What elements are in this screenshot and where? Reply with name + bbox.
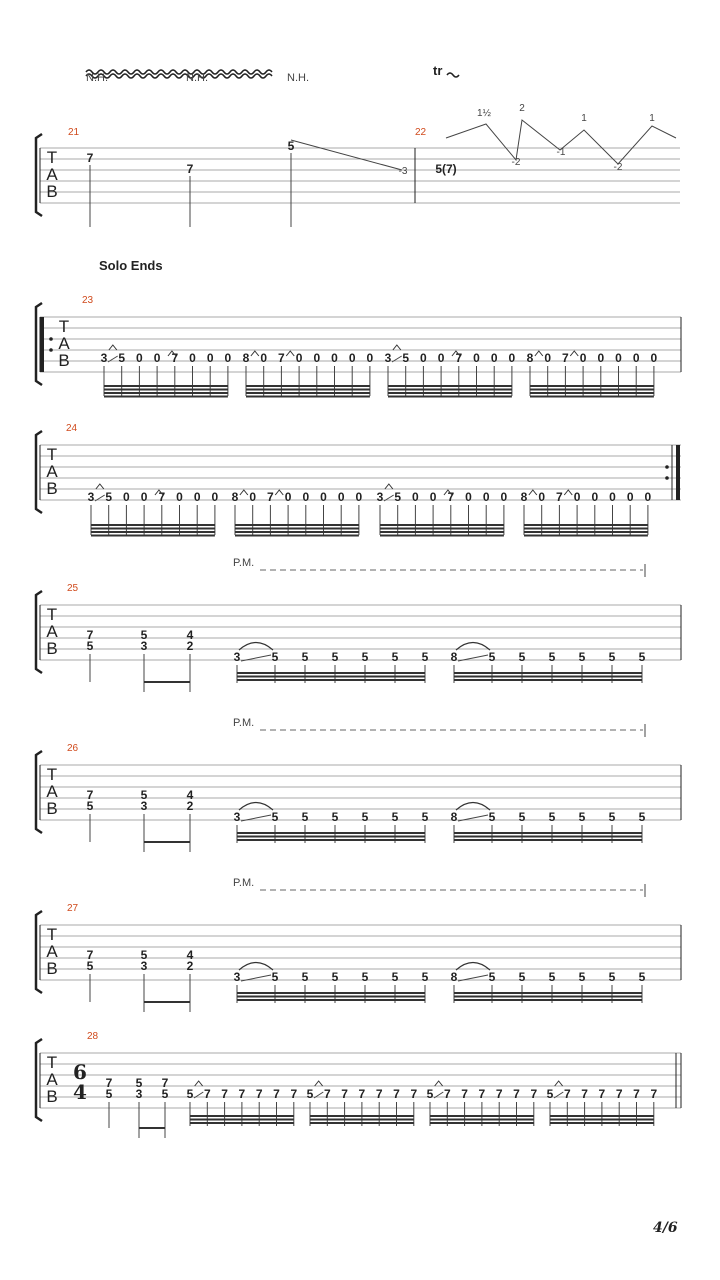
tab-note: 5: [361, 970, 369, 984]
tab-note: 0: [337, 490, 345, 504]
measure-number: 26: [67, 743, 79, 754]
tab-note: 2: [186, 799, 194, 813]
time-signature-top: 6: [73, 1060, 87, 1084]
tab-note: 0: [644, 490, 652, 504]
tab-note: 5: [578, 810, 586, 824]
tab-clef: T: [58, 317, 70, 336]
tab-note: 0: [140, 490, 148, 504]
tab-note: 5: [394, 490, 402, 504]
tab-clef: A: [46, 622, 58, 641]
tab-note: 2: [186, 639, 194, 653]
bend-label: 1: [649, 113, 655, 124]
bend-label: 1½: [477, 108, 491, 119]
tab-note: 5: [391, 970, 399, 984]
pm-label: P.M.: [233, 557, 255, 569]
tab-note: 5: [421, 970, 429, 984]
tab-note: 0: [123, 490, 130, 504]
tab-note: 5: [421, 810, 429, 824]
measure-number: 25: [67, 583, 79, 594]
tab-note: 0: [136, 351, 143, 365]
tab-note: 3: [376, 490, 384, 504]
tab-note: 5: [105, 490, 113, 504]
system-bracket: [36, 911, 42, 993]
tab-note: 5: [578, 650, 586, 664]
pm-label: P.M.: [233, 877, 255, 889]
tab-note: 7: [86, 948, 94, 962]
tab-clef: B: [46, 639, 58, 658]
tab-note: 0: [591, 490, 599, 504]
tab-note: 5: [518, 970, 526, 984]
palm-mute-25: [233, 557, 645, 577]
tab-note: 7: [255, 1087, 263, 1101]
tab-note: 5: [86, 639, 94, 653]
tab-note: 7: [323, 1087, 331, 1101]
trill-label: tr: [433, 63, 443, 78]
tab-note: 0: [153, 351, 161, 365]
hammer-on-mark: [535, 351, 543, 356]
tab-note: 0: [295, 351, 303, 365]
tab-note: 0: [626, 490, 634, 504]
system-bracket: [36, 134, 42, 216]
solo-ends-label: Solo Ends: [99, 258, 163, 273]
tab-note: 8: [450, 650, 458, 664]
tab-note: 8: [526, 351, 534, 365]
measure-number: 21: [68, 127, 80, 138]
nh-label: N.H.: [186, 72, 208, 84]
tab-note: 7: [273, 1087, 280, 1101]
palm-mute-27: [233, 877, 645, 897]
tab-note: 7: [598, 1087, 606, 1101]
tab-note: 5: [518, 810, 526, 824]
tab-note: 5: [546, 1087, 554, 1101]
tab-note: 8: [520, 490, 528, 504]
nh-label: N.H.: [287, 72, 309, 84]
tab-note: 0: [429, 490, 437, 504]
repeat-dot: [665, 465, 669, 469]
repeat-dot: [49, 348, 53, 352]
tab-note: 5: [578, 970, 586, 984]
hammer-on-mark: [529, 490, 537, 495]
tab-note: 7: [455, 351, 463, 365]
hammer-on-mark: [251, 351, 259, 356]
tab-note: 3: [100, 351, 108, 365]
measure-number: 27: [67, 903, 79, 914]
tab-note: 5: [608, 970, 616, 984]
tab-note: 4: [186, 628, 194, 642]
tab-note: 0: [573, 490, 581, 504]
hammer-on-mark: [109, 345, 117, 350]
tab-note: 0: [437, 351, 445, 365]
tab-note: 7: [393, 1087, 400, 1101]
tab-note: 5: [301, 650, 309, 664]
slide-line: [291, 140, 402, 170]
tab-note: 0: [348, 351, 356, 365]
tab-note: 7: [563, 1087, 571, 1101]
tab-note: 5: [140, 628, 148, 642]
tab-clef: B: [58, 351, 70, 370]
tab-note: 7: [186, 162, 194, 176]
tab-note: 5: [301, 970, 309, 984]
tab-note: 7: [615, 1087, 623, 1101]
tab-note: 7: [633, 1087, 640, 1101]
bend-value: -2: [613, 162, 623, 173]
tab-note: 0: [366, 351, 374, 365]
tab-note: 5: [548, 650, 556, 664]
tab-note: 5: [86, 959, 94, 973]
tab-note: 0: [508, 351, 516, 365]
tab-note: 7: [410, 1087, 418, 1101]
tab-note: 5: [488, 970, 496, 984]
measure-number: 23: [82, 295, 94, 306]
tab-clef: B: [46, 959, 58, 978]
tab-clef: B: [46, 799, 58, 818]
vibrato-marks: [86, 70, 272, 78]
tab-note: 5: [186, 1087, 194, 1101]
tab-note: 7: [86, 788, 94, 802]
hammer-on-mark: [315, 1081, 323, 1086]
tab-note: 0: [650, 351, 658, 365]
tab-note: 7: [478, 1087, 486, 1101]
tab-note: 0: [538, 490, 546, 504]
tab-note: 3: [233, 970, 241, 984]
tab-clef: T: [46, 1053, 58, 1072]
tab-clef-t: T: [46, 148, 58, 167]
tab-note: 5: [271, 650, 279, 664]
tab-clef: A: [58, 334, 70, 353]
tab-note: 5: [548, 810, 556, 824]
tab-note: 5: [271, 970, 279, 984]
bend-value: -2: [511, 157, 521, 168]
tab-note: 0: [420, 351, 427, 365]
tab-note: 0: [609, 490, 616, 504]
tab-note: 0: [579, 351, 587, 365]
tab-note: 5: [86, 799, 94, 813]
tab-note: 3: [384, 351, 392, 365]
tab-note: 5: [331, 810, 339, 824]
tab-note: 5: [331, 650, 339, 664]
tab-note: 5: [488, 810, 496, 824]
tab-note: 0: [500, 490, 508, 504]
tab-note: 7: [105, 1076, 113, 1090]
tab-note: 5: [140, 788, 148, 802]
tab-note: 7: [341, 1087, 348, 1101]
tab-note: 0: [355, 490, 363, 504]
tab-note: 0: [544, 351, 552, 365]
system-1: [36, 103, 680, 227]
tab-note: 5: [638, 970, 646, 984]
tab-clef-a: A: [46, 165, 58, 184]
tab-note: 0: [176, 490, 183, 504]
tab-note: 5: [306, 1087, 314, 1101]
time-signature-bottom: 4: [73, 1080, 87, 1104]
bend-value: -3: [398, 166, 408, 177]
tab-note: 3: [87, 490, 95, 504]
tab-note: 7: [556, 490, 563, 504]
tab-note: 5: [638, 650, 646, 664]
tab-note: 0: [331, 351, 338, 365]
tab-clef: T: [46, 605, 58, 624]
tab-note: 7: [581, 1087, 588, 1101]
tab-note: 0: [482, 490, 490, 504]
tab-note: 7: [203, 1087, 211, 1101]
tab-note: 0: [193, 490, 201, 504]
measure-number: 22: [415, 127, 427, 138]
tab-note: 7: [238, 1087, 246, 1101]
tab-clef: T: [46, 925, 58, 944]
tab-note: 7: [278, 351, 285, 365]
tab-clef: A: [46, 1070, 58, 1089]
tab-note: 5: [118, 351, 126, 365]
trill-wave-icon: [447, 73, 459, 77]
tab-note: 7: [358, 1087, 366, 1101]
tab-note: 5: [391, 650, 399, 664]
palm-mute-26: [233, 717, 645, 737]
tab-note: 7: [86, 151, 94, 165]
tab-note: 3: [233, 650, 241, 664]
tab-note: 7: [461, 1087, 468, 1101]
tab-note: 7: [562, 351, 569, 365]
tab-note: 5: [301, 810, 309, 824]
tab-note: 0: [412, 490, 419, 504]
tab-note: 3: [233, 810, 241, 824]
tab-note: 5(7): [435, 162, 457, 176]
tab-note: 8: [242, 351, 250, 365]
tab-clef: B: [46, 479, 58, 498]
page-number: 4/6: [653, 1220, 678, 1236]
tab-note: 7: [443, 1087, 451, 1101]
tab-note: 8: [231, 490, 239, 504]
tab-note: 0: [211, 490, 219, 504]
measure-number: 28: [87, 1031, 99, 1042]
tab-note: 5: [331, 970, 339, 984]
tab-note: 3: [140, 639, 148, 653]
tab-note: 7: [513, 1087, 520, 1101]
system-bracket: [36, 431, 42, 513]
tab-clef: A: [46, 462, 58, 481]
nh-label: N.H.: [86, 72, 108, 84]
tab-note: 5: [361, 810, 369, 824]
tab-note: 0: [473, 351, 480, 365]
tab-note: 0: [189, 351, 196, 365]
tab-note: 3: [140, 799, 148, 813]
bend-label: 1: [581, 113, 587, 124]
tab-clef: T: [46, 445, 58, 464]
tab-clef: T: [46, 765, 58, 784]
tab-clef: A: [46, 782, 58, 801]
tab-note: 3: [140, 959, 148, 973]
tab-note: 5: [105, 1087, 113, 1101]
tab-note: 5: [287, 139, 295, 153]
tab-note: 7: [221, 1087, 228, 1101]
hammer-on-mark: [286, 351, 294, 356]
hammer-on-mark: [564, 490, 572, 495]
tab-note: 2: [186, 959, 194, 973]
bend-value: -1: [556, 147, 566, 158]
tab-note: 0: [320, 490, 327, 504]
hammer-on-mark: [570, 351, 578, 356]
pm-label: P.M.: [233, 717, 255, 729]
tab-clef: B: [46, 1087, 58, 1106]
tab-note: 7: [267, 490, 274, 504]
hammer-on-mark: [195, 1081, 203, 1086]
repeat-dot: [665, 476, 669, 480]
measure-number: 24: [66, 423, 78, 434]
tab-note: 5: [548, 970, 556, 984]
tab-note: 7: [375, 1087, 383, 1101]
tab-note: 5: [518, 650, 526, 664]
tab-note: 5: [361, 650, 369, 664]
tab-note: 0: [206, 351, 214, 365]
tab-note: 7: [495, 1087, 503, 1101]
tab-note: 4: [186, 788, 194, 802]
tab-note: 0: [465, 490, 472, 504]
tab-note: 5: [426, 1087, 434, 1101]
tab-note: 0: [615, 351, 622, 365]
tab-note: 4: [186, 948, 194, 962]
tab-note: 5: [271, 810, 279, 824]
tab-note: 5: [608, 810, 616, 824]
hammer-on-mark: [275, 490, 283, 495]
bend-label: 2: [519, 103, 525, 114]
hammer-on-mark: [435, 1081, 443, 1086]
tab-note: 7: [650, 1087, 658, 1101]
tab-clef: A: [46, 942, 58, 961]
system-bracket: [36, 591, 42, 673]
tab-note: 0: [284, 490, 292, 504]
tab-note: 5: [135, 1076, 143, 1090]
tab-note: 7: [530, 1087, 538, 1101]
hammer-on-mark: [240, 490, 248, 495]
tab-note: 8: [450, 810, 458, 824]
tab-note: 0: [632, 351, 640, 365]
tab-note: 5: [391, 810, 399, 824]
tab-note: 0: [260, 351, 268, 365]
tab-note: 5: [608, 650, 616, 664]
tab-note: 5: [161, 1087, 169, 1101]
tab-note: 0: [313, 351, 321, 365]
tab-note: 0: [597, 351, 605, 365]
tab-note: 0: [490, 351, 498, 365]
tab-note: 5: [421, 650, 429, 664]
tab-note: 7: [161, 1076, 169, 1090]
system-bracket: [36, 751, 42, 833]
tab-note: 0: [224, 351, 232, 365]
tab-clef-b: B: [46, 182, 58, 201]
system-bracket: [36, 1039, 42, 1121]
tab-note: 8: [450, 970, 458, 984]
hammer-on-mark: [393, 345, 401, 350]
tab-note: 0: [249, 490, 257, 504]
tab-note: 3: [135, 1087, 143, 1101]
tab-note: 7: [447, 490, 455, 504]
tab-note: 5: [402, 351, 410, 365]
tab-note: 0: [302, 490, 310, 504]
hammer-on-mark: [385, 484, 393, 489]
tab-systems: [36, 295, 681, 1138]
hammer-on-mark: [96, 484, 104, 489]
tab-note: 7: [86, 628, 94, 642]
tab-note: 7: [158, 490, 166, 504]
tab-note: 5: [488, 650, 496, 664]
tab-note: 5: [140, 948, 148, 962]
tab-note: 7: [171, 351, 179, 365]
hammer-on-mark: [555, 1081, 563, 1086]
repeat-dot: [49, 337, 53, 341]
tab-note: 7: [290, 1087, 298, 1101]
tab-note: 5: [638, 810, 646, 824]
